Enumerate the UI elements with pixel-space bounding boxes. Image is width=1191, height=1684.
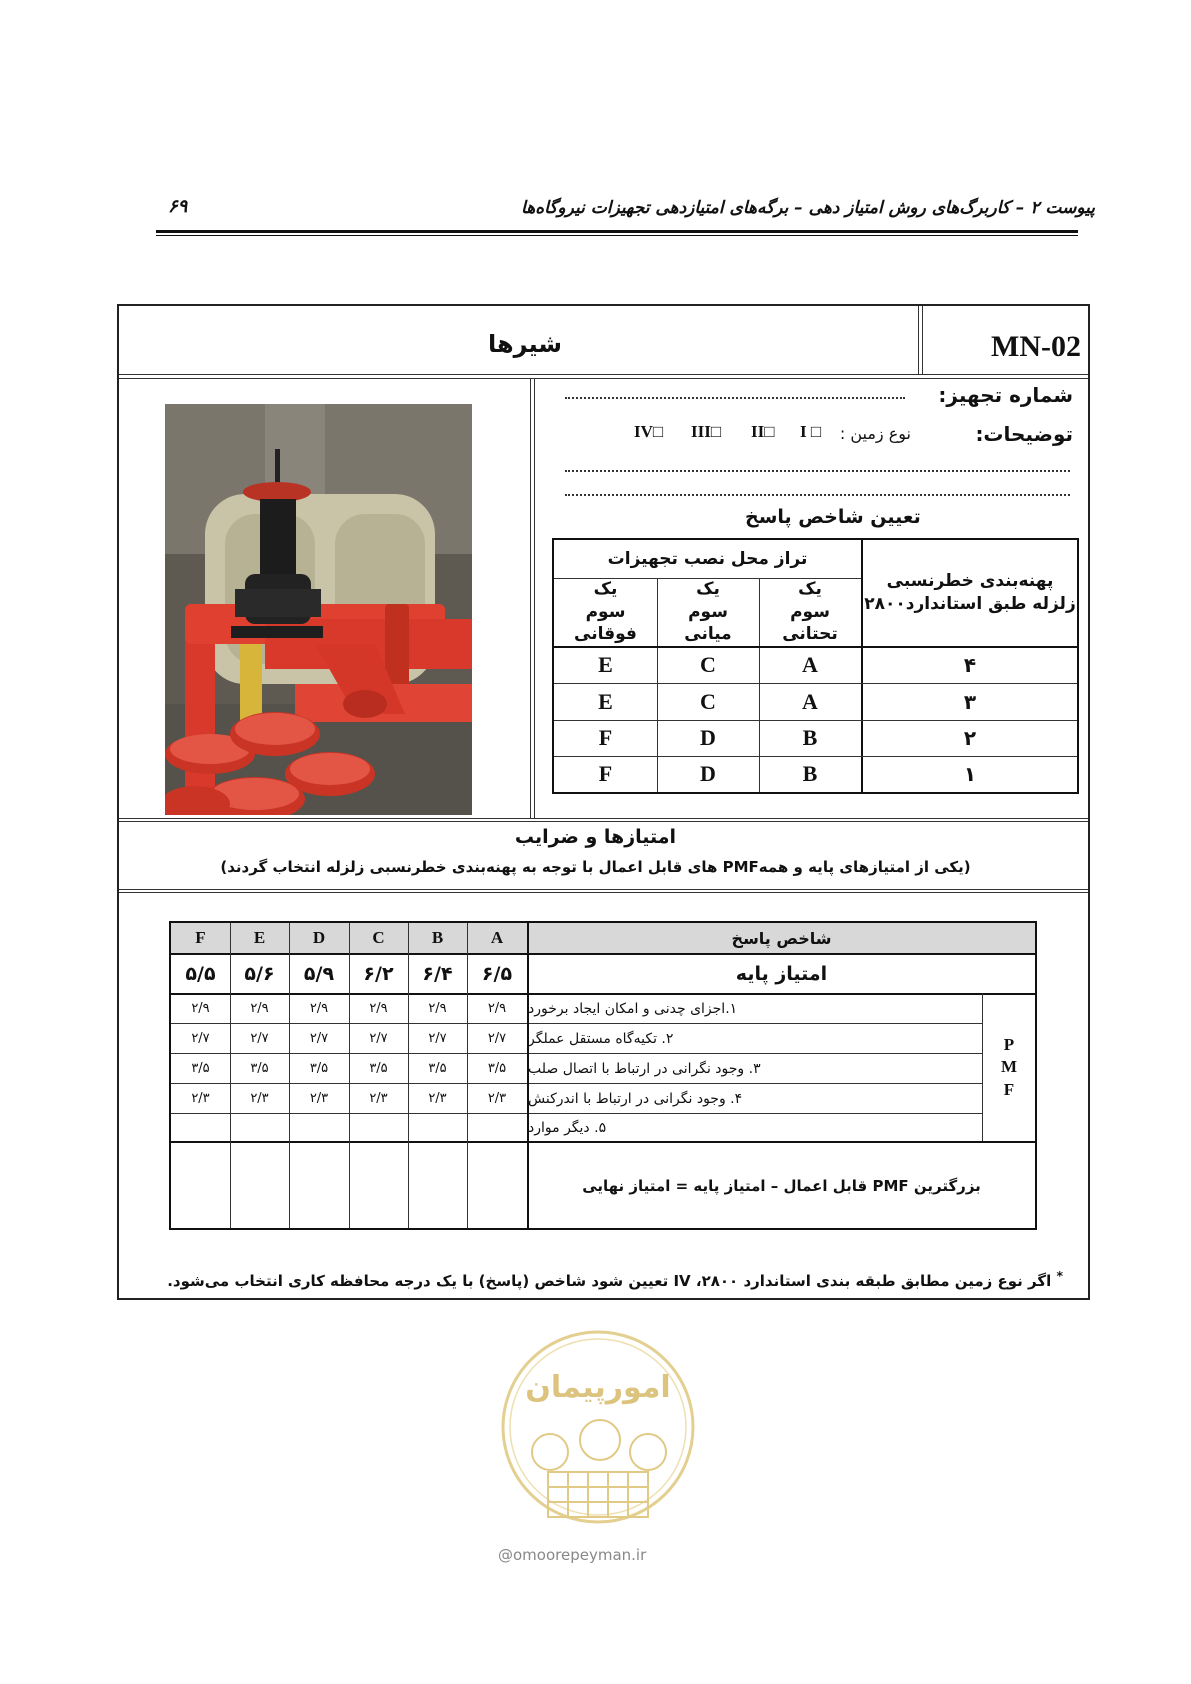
base-score-a: ۶/۵ <box>481 962 513 985</box>
pmf-label: P M F <box>1000 1035 1018 1099</box>
base-score-b: ۶/۴ <box>422 962 453 985</box>
page-number: ۶۹ <box>168 196 188 217</box>
modifier-value: ۲/۹ <box>250 1001 269 1016</box>
column-upper-third: یک سوم فوقانی <box>574 578 637 645</box>
column-middle-third: یک سوم میانی <box>684 578 732 645</box>
header-rule-thin <box>156 235 1078 236</box>
letter-header-a: A <box>490 928 504 947</box>
modifier-value: ۲/۹ <box>309 1001 329 1016</box>
level-header: تراز محل نصب تجهیزات <box>607 548 808 569</box>
soil-option-iii[interactable]: III□ <box>691 422 722 441</box>
scores-table <box>169 921 1037 1230</box>
base-score-label: امتیاز پایه <box>735 962 828 985</box>
checkbox-icon: □ <box>710 422 722 441</box>
modifier-label: ۳. وجود نگرانی در ارتباط با اتصال صلب <box>528 1060 761 1077</box>
zoning-header: پهنه‌بندی خطرنسبی زلزله طبق استاندارد۲۸۰۰ <box>864 571 1076 614</box>
letter-header-c: C <box>372 928 385 947</box>
divider <box>119 374 1088 375</box>
letter-header-d: D <box>312 928 326 947</box>
equipment-number-label: شماره تجهیز: <box>938 383 1073 407</box>
modifier-value: ۲/۷ <box>250 1031 269 1046</box>
base-score-d: ۵/۹ <box>303 962 335 985</box>
scores-title: امتیازها و ضرایب <box>514 826 677 848</box>
response-cell: D <box>700 725 716 750</box>
footnote-text: اگر نوع زمین مطابق طبقه بندی استاندارد ۲۸۰۰، IV تعیین شود شاخص (پاسخ) با یک درجه محافظه کاری انتخاب می‌شود. <box>167 1272 1052 1290</box>
response-cell: A <box>802 651 818 677</box>
modifier-value: ۲/۳ <box>309 1091 329 1106</box>
base-score-f: ۵/۵ <box>185 962 216 985</box>
modifier-value: ۳/۵ <box>191 1061 210 1076</box>
footnote <box>167 1268 1063 1290</box>
column-lower-third: یک سوم تحتانی <box>782 578 838 645</box>
zone-cell: ۴ <box>963 652 977 677</box>
divider <box>119 818 1088 819</box>
modifier-value: ۲/۹ <box>487 1001 507 1016</box>
zone-cell: ۱ <box>963 762 977 786</box>
footnote-mark: * <box>1056 1268 1063 1283</box>
base-score-c: ۶/۲ <box>363 962 394 985</box>
description-label: توضیحات: <box>975 422 1073 446</box>
modifier-value: ۳/۵ <box>428 1061 447 1076</box>
modifier-value: ۳/۵ <box>487 1061 507 1076</box>
watermark-website: @omoorepeyman.ir <box>498 1546 647 1564</box>
response-cell: E <box>598 651 613 677</box>
modifier-value: ۲/۳ <box>487 1091 507 1106</box>
response-cell: D <box>700 761 716 786</box>
base-score-e: ۵/۶ <box>244 962 275 985</box>
scores-note: (یکی از امتیازهای پایه و همهPMF های قابل اعمال با توجه به پهنه‌بندی خطرنسبی زلزله انتخاب گردند) <box>220 858 971 876</box>
modifier-value: ۲/۷ <box>487 1031 507 1046</box>
divider <box>530 378 531 818</box>
modifier-label: ۴. وجود نگرانی در ارتباط با اندرکنش <box>528 1090 743 1107</box>
modifier-value: ۲/۷ <box>191 1031 210 1046</box>
soil-option-i[interactable]: I □ <box>800 422 822 441</box>
modifier-label: ۱.اجزای چدنی و امکان ایجاد برخورد <box>528 1000 738 1017</box>
response-cell: B <box>802 761 818 786</box>
modifier-value: ۲/۷ <box>369 1031 388 1046</box>
divider <box>119 821 1088 822</box>
zone-cell: ۲ <box>963 726 977 750</box>
final-score-formula: بزرگترین PMF قابل اعمال – امتیاز پایه = امتیاز نهایی <box>582 1176 981 1195</box>
divider <box>119 889 1088 890</box>
description-line[interactable] <box>565 494 1070 496</box>
divider <box>119 378 1088 379</box>
divider <box>922 306 923 374</box>
response-index-title: تعیین شاخص پاسخ <box>745 506 921 528</box>
soil-type-label: نوع زمین : <box>839 424 911 443</box>
watermark-logo <box>488 1322 708 1552</box>
equipment-number-field[interactable] <box>565 397 905 399</box>
modifier-value: ۲/۳ <box>191 1091 210 1106</box>
soil-option-ii[interactable]: II□ <box>751 422 775 441</box>
letter-header-f: F <box>195 928 206 947</box>
response-cell: F <box>598 761 613 786</box>
response-cell: F <box>598 725 613 750</box>
response-cell: B <box>802 725 818 750</box>
modifier-value: ۲/۳ <box>369 1091 388 1106</box>
modifier-label: ۲. تکیه‌گاه مستقل عملگر <box>528 1030 674 1047</box>
response-cell: E <box>598 688 613 714</box>
modifier-value: ۲/۳ <box>428 1091 447 1106</box>
modifier-value: ۲/۳ <box>250 1091 269 1106</box>
modifier-value: ۲/۹ <box>191 1001 210 1016</box>
equipment-title: شیرها <box>488 330 562 358</box>
divider <box>534 378 535 818</box>
response-cell: C <box>700 688 716 714</box>
modifier-value: ۳/۵ <box>309 1061 329 1076</box>
running-header-title: پیوست ۲ – کاربرگ‌های روش امتیاز دهی – برگه‌های امتیازدهی تجهیزات نیروگاه‌ها <box>521 198 1095 218</box>
modifier-value: ۲/۷ <box>309 1031 329 1046</box>
zone-cell: ۳ <box>963 689 977 714</box>
response-cell: C <box>700 651 716 677</box>
letter-header-b: B <box>431 928 444 947</box>
modifier-value: ۳/۵ <box>250 1061 269 1076</box>
response-cell: A <box>802 688 818 714</box>
checkbox-icon: □ <box>764 422 775 441</box>
modifier-value: ۲/۷ <box>428 1031 447 1046</box>
header-rule <box>156 230 1078 233</box>
checkbox-icon: □ <box>810 422 822 441</box>
modifier-label: ۵. دیگر موارد <box>528 1119 607 1136</box>
checkbox-icon: □ <box>652 422 664 441</box>
divider <box>918 306 919 374</box>
equipment-photo <box>165 404 472 815</box>
divider <box>119 892 1088 893</box>
modifier-value: ۲/۹ <box>428 1001 447 1016</box>
modifier-value: ۲/۹ <box>369 1001 388 1016</box>
soil-option-iv[interactable]: IV□ <box>634 422 664 441</box>
modifier-value: ۳/۵ <box>369 1061 388 1076</box>
response-index-header: شاخص پاسخ <box>731 928 832 948</box>
response-index-table <box>552 538 1079 794</box>
svg-text:امورپیمان: امورپیمان <box>525 1370 671 1405</box>
description-line[interactable] <box>565 470 1070 472</box>
letter-header-e: E <box>253 928 266 947</box>
equipment-code: MN-02 <box>991 330 1081 363</box>
